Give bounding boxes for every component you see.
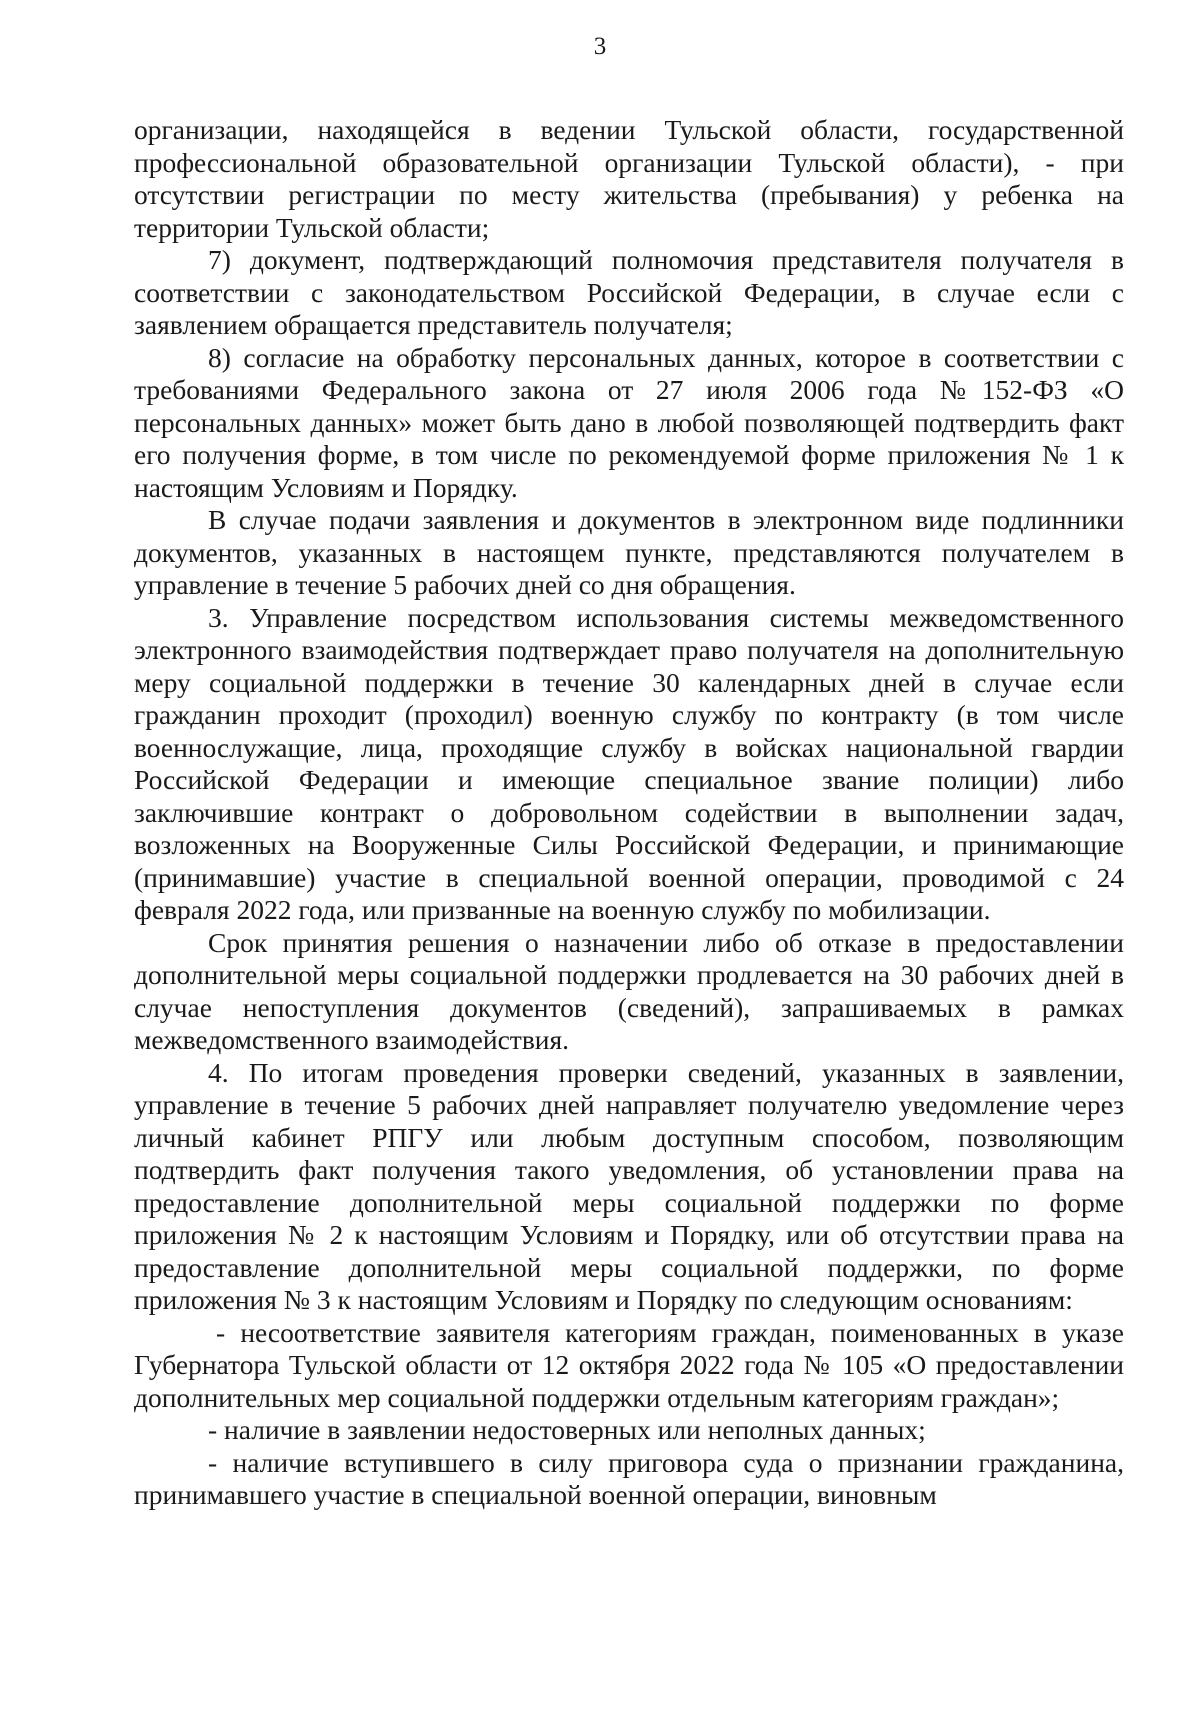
paragraph-item-8: 8) согласие на обработку персональных данных, которое в соответствии с требованиями Федерального закона от 27 июля 2006 года №152-ФЗ «О персональных данных» может быть дано в любой позволяющей подтвердить факт его получения форме, в том числе по рекомендуемой форме приложения № 1 к настоящим Условиям и Порядку.: [134, 341, 1124, 503]
page-number: 3: [593, 33, 607, 60]
list-item-court-verdict: - наличие вступившего в силу приговора суда о признании гражданина, принимавшего участие в специальной военной операции, виновным: [134, 1446, 1124, 1510]
paragraph-electronic-submission: В случае подачи заявления и документов в электронном виде подлинники документов, указанных в настоящем пункте, представляются получателем в управление в течение 5 рабочих дней со дня обращения.: [134, 504, 1124, 600]
list-item-incomplete-data: - наличие в заявлении недостоверных или неполных данных;: [208, 1414, 926, 1445]
document-body: [134, 114, 1124, 1512]
paragraph-item-7: 7) документ, подтверждающий полномочия представителя получателя в соответствии с законодательством Российской Федерации, в случае если с заявлением обращается представитель получателя;: [134, 244, 1124, 340]
paragraph-section-3: 3. Управление посредством использования системы межведомственного электронного взаимодействия подтверждает право получателя на дополнительную меру социальной поддержки в течение 30 календарных дней в случае если гражданин проходит (проходил) военную службу по контракту (в том числе военнослужащие, лица, проходящие службу в войсках национальной гвардии Российской Федерации и имеющие специальное звание полиции) либо заключившие контракт о добровольном содействии в выполнении задач, возложенных на Вооруженные Силы Российской Федерации, и принимающие (принимавшие) участие в специальной военной операции, проводимой с 24 февраля 2022 года, или призванные на военную службу по мобилизации.: [134, 601, 1124, 925]
paragraph-decision-deadline: Срок принятия решения о назначении либо об отказе в предоставлении дополнительной меры социальной поддержки продлевается на 30 рабочих дней в случае непоступления документов (сведений), запрашиваемых в рамках межведомственного взаимодействия.: [134, 926, 1124, 1055]
list-item-category-mismatch: - несоответствие заявителя категориям граждан, поименованных в указе Губернатора Тульской области от 12 октября 2022 года № 105 «О предоставлении дополнительных мер социальной поддержки отдельным категориям граждан»;: [134, 1316, 1124, 1413]
paragraph-section-4: 4. По итогам проведения проверки сведений, указанных в заявлении, управление в течение 5 рабочих дней направляет получателю уведомление через личный кабинет РПГУ или любым доступным способом, позволяющим подтвердить факт получения такого уведомления, об установлении права на предоставление дополнительной меры социальной поддержки по форме приложения № 2 к настоящим Условиям и Порядку, или об отсутствии права на предоставление дополнительной меры социальной поддержки, по форме приложения № 3 к настоящим Условиям и Порядку по следующим основаниям:: [134, 1056, 1124, 1315]
paragraph-continuation: организации, находящейся в ведении Тульской области, государственной профессиональной образовательной организации Тульской области), - при отсутствии регистрации по месту жительства (пребывания) у ребенка на территории Тульской области;: [134, 114, 1124, 243]
